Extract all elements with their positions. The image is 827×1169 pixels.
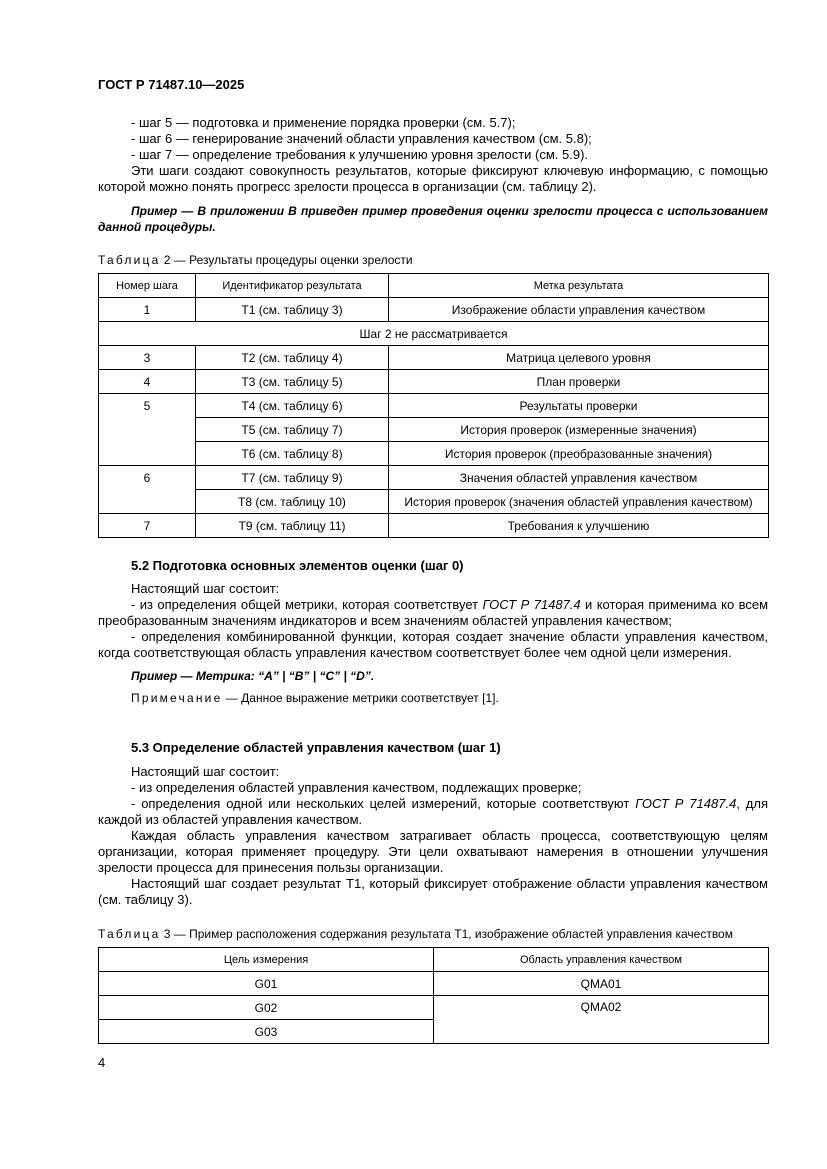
section-5-2 xyxy=(98,558,768,706)
standard-reference: ГОСТ Р 71487.4 xyxy=(482,597,581,612)
section-5-3 xyxy=(98,740,768,908)
table-cell: T2 (см. таблицу 4) xyxy=(196,346,389,370)
table-cell: T8 (см. таблицу 10) xyxy=(196,490,389,514)
table-cell: T9 (см. таблицу 11) xyxy=(196,514,389,538)
table-cell: Матрица целевого уровня xyxy=(389,346,769,370)
table-cell: 7 xyxy=(99,514,196,538)
page-number: 4 xyxy=(98,1055,106,1070)
table-2 xyxy=(98,273,768,538)
table-row xyxy=(99,442,769,466)
section-5-3-heading: 5.3 Определение областей управления качеством (шаг 1) xyxy=(131,740,501,755)
table-row xyxy=(99,346,769,370)
table-cell: T3 (см. таблицу 5) xyxy=(196,370,389,394)
table-cell: 3 xyxy=(99,346,196,370)
table-cell: T7 (см. таблицу 9) xyxy=(196,466,389,490)
section-5-3-consists: Настоящий шаг состоит: xyxy=(131,764,280,779)
section-5-2-item-1: - из определения общей метрики, которая соответствует ГОСТ Р 71487.4 и которая применима ко всем преобразованным значениям индикаторов и всем значениям областей управления качеством; xyxy=(98,597,769,628)
table-3-caption xyxy=(98,927,768,941)
section-5-2-consists: Настоящий шаг состоит: xyxy=(131,581,280,596)
table-cell: Изображение области управления качеством xyxy=(389,298,769,322)
table-cell: T1 (см. таблицу 3) xyxy=(196,298,389,322)
intro-example: Пример — В приложении В приведен пример проведения оценки зрелости процесса с использованием данной процедуры. xyxy=(98,204,768,234)
table-cell: QMA02 xyxy=(434,996,769,1044)
table-2-caption-word: Таблица xyxy=(98,253,161,267)
table-cell: Требования к улучшению xyxy=(389,514,769,538)
intro-paragraph: Эти шаги создают совокупность результатов, которые фиксируют ключевую информацию, с помощью которой можно понять прогресс зрелости процесса в организации (см. таблицу 2). xyxy=(98,163,768,194)
section-5-2-heading: 5.2 Подготовка основных элементов оценки (шаг 0) xyxy=(131,558,464,573)
table-row xyxy=(99,322,769,346)
table-cell: T4 (см. таблицу 6) xyxy=(196,394,389,418)
table-row xyxy=(99,298,769,322)
table-row xyxy=(99,394,769,418)
table-cell: История проверок (измеренные значения) xyxy=(389,418,769,442)
table-cell: 1 xyxy=(99,298,196,322)
table-row xyxy=(99,370,769,394)
table-cell: История проверок (значения областей управления качеством) xyxy=(389,490,769,514)
table-row xyxy=(99,996,769,1020)
table-cell: G03 xyxy=(99,1020,434,1044)
table-2-caption-text: 2 — Результаты процедуры оценки зрелости xyxy=(160,253,413,267)
section-5-3-paragraph-2: Настоящий шаг создает результат T1, который фиксирует отображение области управления качеством (см. таблицу 3). xyxy=(98,876,768,907)
table-row xyxy=(99,490,769,514)
table-cell: История проверок (преобразованные значения) xyxy=(389,442,769,466)
table-cell: 4 xyxy=(99,370,196,394)
section-5-3-paragraph-1: Каждая область управления качеством затрагивает область процесса, соответствующую целям организации, которая применяет процедуру. Эти цели охватывают намерения в отношении улучшения зрелости процесса для принесения пользы организации. xyxy=(98,828,768,875)
section-5-2-item-2: - определения комбинированной функции, которая создает значение области управления качеством, когда соответствующая область управления качеством соответствует более чем одной цели измерения. xyxy=(98,629,768,660)
step-7-line: - шаг 7 — определение требования к улучшению уровня зрелости (см. 5.9). xyxy=(131,147,589,162)
table-cell: Результаты проверки xyxy=(389,394,769,418)
table-3-header-row xyxy=(99,948,769,972)
table-2-caption xyxy=(98,253,768,267)
intro-section xyxy=(98,115,768,235)
table-3-caption-text: 3 — Пример расположения содержания результата T1, изображение областей управления качеством xyxy=(160,927,733,941)
table-cell: T5 (см. таблицу 7) xyxy=(196,418,389,442)
table-3-caption-word: Таблица xyxy=(98,927,161,941)
step-5-line: - шаг 5 — подготовка и применение порядка проверки (см. 5.7); xyxy=(131,115,516,130)
table-row xyxy=(99,972,769,996)
section-5-3-item-2: - определения одной или нескольких целей измерений, которые соответствуют ГОСТ Р 71487.4, для каждой из областей управления качеством. xyxy=(98,796,768,827)
table-3 xyxy=(98,947,768,1044)
standard-reference: ГОСТ Р 71487.4 xyxy=(635,796,737,811)
table-2-header: Номер шага xyxy=(99,274,196,298)
table-cell: 6 xyxy=(99,466,196,514)
table-cell: G01 xyxy=(99,972,434,996)
table-2-header: Идентификатор результата xyxy=(196,274,389,298)
table-3-header: Область управления качеством xyxy=(434,948,769,972)
table-cell: Значения областей управления качеством xyxy=(389,466,769,490)
table-cell-merged: Шаг 2 не рассматривается xyxy=(99,322,769,346)
section-5-3-item-1: - из определения областей управления качеством, подлежащих проверке; xyxy=(131,780,582,795)
table-cell: T6 (см. таблицу 8) xyxy=(196,442,389,466)
table-cell: 5 xyxy=(99,394,196,466)
table-row xyxy=(99,514,769,538)
table-row xyxy=(99,466,769,490)
table-3-header: Цель измерения xyxy=(99,948,434,972)
table-cell: QMA01 xyxy=(434,972,769,996)
table-cell: G02 xyxy=(99,996,434,1020)
table-row xyxy=(99,418,769,442)
step-6-line: - шаг 6 — генерирование значений области управления качеством (см. 5.8); xyxy=(131,131,592,146)
section-5-2-note: Примечание — Данное выражение метрики соответствует [1]. xyxy=(131,691,499,705)
table-2-header-row xyxy=(99,274,769,298)
section-5-2-example: Пример — Метрика: “A” | “B” | “C” | “D”. xyxy=(131,669,375,683)
document-header: ГОСТ Р 71487.10—2025 xyxy=(98,77,245,92)
table-2-header: Метка результата xyxy=(389,274,769,298)
table-cell: План проверки xyxy=(389,370,769,394)
